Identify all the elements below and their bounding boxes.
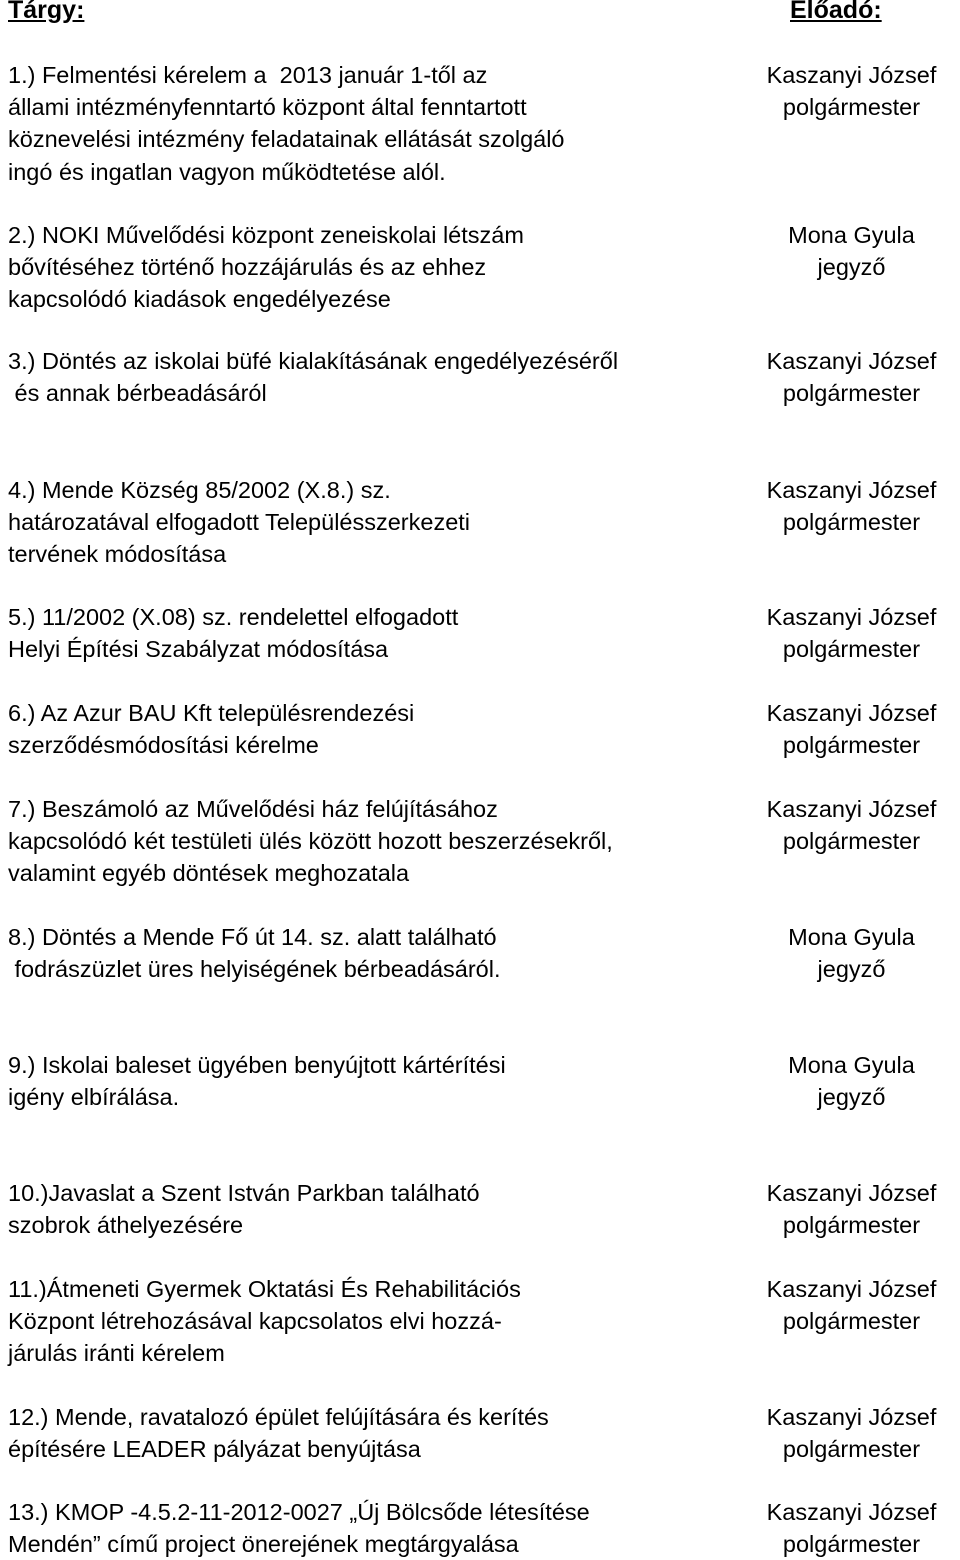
presenter-title: polgármester <box>782 1308 921 1335</box>
subject-line: építésére LEADER pályázat benyújtása <box>8 1436 421 1463</box>
presenter-title: polgármester <box>782 732 921 759</box>
subject-line: köznevelési intézmény feladatainak ellátását szolgáló <box>8 126 565 153</box>
agenda-item-subject <box>8 921 743 985</box>
subject-line: 11.)Átmeneti Gyermek Oktatási És Rehabilitációs <box>8 1276 521 1302</box>
agenda-item-subject <box>8 1496 743 1560</box>
subject-line: 8.) Döntés a Mende Fő út 14. sz. alatt található <box>8 924 497 950</box>
agenda-item-presenter <box>743 1273 960 1337</box>
subject-line: bővítéséhez történő hozzájárulás és az ehhez <box>8 254 487 281</box>
agenda-item-subject <box>8 1273 743 1370</box>
agenda-item-subject <box>8 1049 743 1113</box>
subject-line: határozatával elfogadott Településszerkezeti <box>8 509 471 536</box>
presenter-name: Mona Gyula <box>788 222 915 248</box>
subject-line: ingó és ingatlan vagyon működtetése alól. <box>8 158 446 185</box>
presenter-name: Mona Gyula <box>788 1052 915 1078</box>
presenter-column-header: Előadó: <box>790 0 882 24</box>
subject-line: Mendén” című project önerejének megtárgyalása <box>8 1531 519 1558</box>
presenter-title: polgármester <box>782 380 921 407</box>
agenda-item-subject <box>8 219 743 316</box>
subject-line: és annak bérbeadásáról <box>8 380 267 407</box>
subject-line: tervének módosítása <box>8 541 227 568</box>
presenter-title: jegyző <box>817 956 886 983</box>
agenda-item-presenter <box>743 474 960 538</box>
agenda-item-subject <box>8 345 743 409</box>
agenda-item-subject <box>8 697 743 761</box>
subject-line: 12.) Mende, ravatalozó épület felújítására és kerítés <box>8 1404 549 1430</box>
presenter-title: polgármester <box>782 636 921 663</box>
presenter-name: Kaszanyi József <box>766 348 937 374</box>
agenda-item-presenter <box>743 1496 960 1560</box>
agenda-item-presenter <box>743 1401 960 1465</box>
subject-line: 2.) NOKI Művelődési központ zeneiskolai létszám <box>8 222 524 248</box>
agenda-item-subject <box>8 474 743 571</box>
presenter-name: Kaszanyi József <box>766 700 937 726</box>
presenter-title: polgármester <box>782 1436 921 1463</box>
presenter-name: Kaszanyi József <box>766 1276 937 1302</box>
presenter-name: Kaszanyi József <box>766 796 937 822</box>
subject-line: valamint egyéb döntések meghozatala <box>8 860 410 887</box>
presenter-title: polgármester <box>782 1212 921 1239</box>
subject-line: fodrászüzlet üres helyiségének bérbeadásáról. <box>8 956 501 983</box>
subject-line: 7.) Beszámoló az Művelődési ház felújításához <box>8 796 498 822</box>
agenda-item-presenter <box>743 793 960 857</box>
presenter-title: polgármester <box>782 828 921 855</box>
presenter-title: polgármester <box>782 509 921 536</box>
subject-line: 3.) Döntés az iskolai büfé kialakításának engedélyezéséről <box>8 348 619 374</box>
presenter-title: jegyző <box>817 254 886 281</box>
presenter-name: Kaszanyi József <box>766 477 937 503</box>
agenda-item-presenter <box>743 345 960 409</box>
subject-line: 1.) Felmentési kérelem a 2013 január 1-től az <box>8 62 488 88</box>
subject-line: kapcsolódó kiadások engedélyezése <box>8 286 391 313</box>
subject-line: Helyi Építési Szabályzat módosítása <box>8 636 389 663</box>
subject-line: 13.) KMOP -4.5.2-11-2012-0027 „Új Bölcsőde létesítése <box>8 1499 590 1525</box>
presenter-name: Kaszanyi József <box>766 62 937 88</box>
agenda-item-presenter <box>743 219 960 283</box>
agenda-item-presenter <box>743 921 960 985</box>
agenda-item-subject <box>8 601 743 665</box>
subject-line: járulás iránti kérelem <box>8 1340 225 1367</box>
agenda-item-subject <box>8 1401 743 1465</box>
presenter-title: polgármester <box>782 1531 921 1558</box>
agenda-item-subject <box>8 59 743 188</box>
subject-column-header: Tárgy: <box>8 0 85 24</box>
subject-line: szerződésmódosítási kérelme <box>8 732 319 759</box>
presenter-name: Kaszanyi József <box>766 604 937 630</box>
agenda-item-presenter <box>743 1177 960 1241</box>
agenda-item-presenter <box>743 1049 960 1113</box>
presenter-title: jegyző <box>817 1084 886 1111</box>
subject-line: 6.) Az Azur BAU Kft településrendezési <box>8 700 415 726</box>
presenter-name: Kaszanyi József <box>766 1180 937 1206</box>
presenter-title: polgármester <box>782 94 921 121</box>
presenter-name: Mona Gyula <box>788 924 915 950</box>
subject-line: igény elbírálása. <box>8 1084 180 1111</box>
agenda-item-subject <box>8 1177 743 1241</box>
agenda-item-subject <box>8 793 743 890</box>
presenter-name: Kaszanyi József <box>766 1404 937 1430</box>
subject-line: Központ létrehozásával kapcsolatos elvi hozzá- <box>8 1308 502 1335</box>
subject-line: szobrok áthelyezésére <box>8 1212 244 1239</box>
agenda-item-presenter <box>743 59 960 123</box>
subject-line: 10.)Javaslat a Szent István Parkban található <box>8 1180 480 1206</box>
subject-line: kapcsolódó két testületi ülés között hozott beszerzésekről, <box>8 828 613 855</box>
subject-line: 4.) Mende Község 85/2002 (X.8.) sz. <box>8 477 391 503</box>
subject-line: állami intézményfenntartó központ által fenntartott <box>8 94 527 121</box>
presenter-name: Kaszanyi József <box>766 1499 937 1525</box>
subject-line: 5.) 11/2002 (X.08) sz. rendelettel elfogadott <box>8 604 459 630</box>
subject-line: 9.) Iskolai baleset ügyében benyújtott kártérítési <box>8 1052 506 1078</box>
agenda-item-presenter <box>743 601 960 665</box>
agenda-item-presenter <box>743 697 960 761</box>
